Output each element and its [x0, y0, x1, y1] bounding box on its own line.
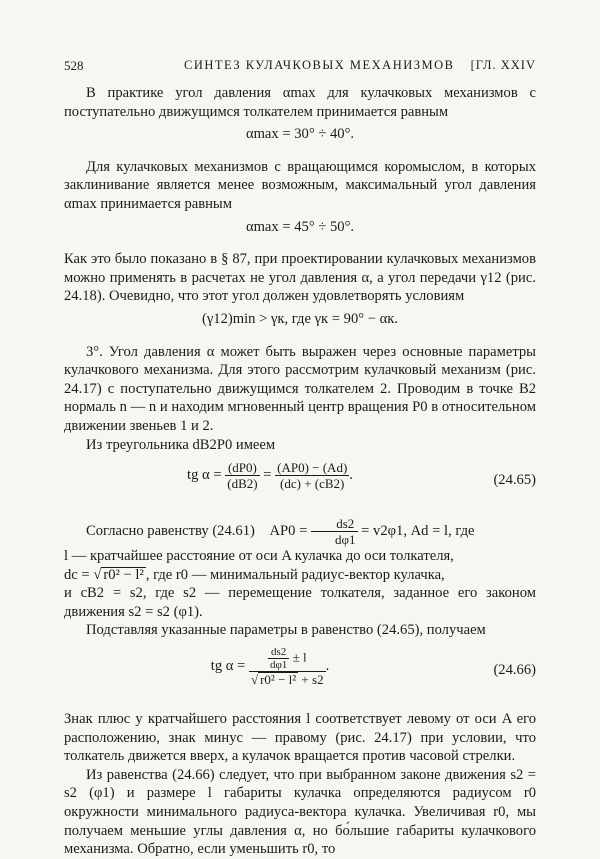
running-title: СИНТЕЗ КУЛАЧКОВЫХ МЕХАНИЗМОВ — [184, 58, 455, 72]
eq65-f1-denominator: (dB2) — [227, 476, 258, 492]
paragraph-6 — [64, 516, 536, 547]
paragraph-1: В практике угол давления αmax для кулачковых механизмов с поступательно движущимся толкателем принимается равным — [64, 85, 536, 120]
eq66-period: . — [325, 657, 330, 674]
eq65-lhs: tg α = — [187, 466, 222, 483]
paragraph-8: Знак плюс у кратчайшего расстояния l соответствует левому от оси A его расположению, знак минус — правому (рис. 24.17) при условии, что толкатель движется вверх, а кулачок вращается против часовой стрелки. — [64, 711, 536, 765]
p6-fraction-denominator: dφ1 — [334, 532, 356, 548]
p6-tail: = v2φ1, Ad = l, где — [361, 522, 475, 539]
paragraph-6-line-3 — [64, 566, 536, 585]
p6-ap: AP0 = — [269, 522, 308, 539]
eq65-period: . — [349, 466, 353, 483]
eq66-plus-s2: + s2 — [301, 672, 324, 688]
paragraph-6-line-2: l — кратчайшее расстояние от оси A кулачка до оси толкателя, — [64, 548, 454, 565]
eq66-inner-fraction — [268, 646, 289, 671]
eq65-fraction-1 — [225, 460, 259, 491]
paragraph-4: 3°. Угол давления α может быть выражен через основные параметры кулачкового механизма. Для этого рассмотрим кулачковый механизм (рис. 24.17) с поступательно движущимся толкателем 2. Проводим в точке B2 нормаль n — n и находим мгновенный центр вращения P0 в относительном движении звеньев 1 и 2. — [64, 343, 536, 434]
p6-sqrt: √ r0² − l² — [93, 566, 144, 583]
eq66-inner-denominator: dφ1 — [269, 659, 288, 672]
eq65-equals: = — [263, 466, 272, 483]
formula-2: αmax = 45° ÷ 50°. — [245, 218, 355, 235]
paragraph-9: Из равенства (24.66) следует, что при выбранном законе движения s2 = s2 (φ1) и размере l габариты кулачка определяются радиусом r0 окружности минимального радиуса-вектора кулачка. Увеличивая r0, мы получаем меньшие углы давления α, но бо́льшие габариты кулачкового механизма. Обратно, если уменьшить r0, то — [64, 766, 536, 858]
p6-dc: dc = — [64, 566, 90, 583]
eq66-radicand: r0² − l² — [260, 672, 297, 688]
eq66-numerator — [249, 646, 326, 672]
paragraph-5: Из треугольника dB2P0 имеем — [86, 436, 276, 453]
eq65-f1-numerator: (dP0) — [225, 460, 259, 476]
formula-1: αmax = 30° ÷ 40°. — [245, 126, 355, 143]
equation-24-66 — [64, 646, 536, 694]
running-header — [64, 58, 536, 76]
eq66-denominator: √ r0² − l² + s2 — [250, 672, 324, 688]
p6-dc-tail: , где r0 — минимальный радиус-вектор кулачка, — [145, 566, 445, 583]
eq66-number: (24.66) — [493, 662, 536, 679]
formula-3: (γ12)min > γк, где γк = 90° − αк. — [201, 310, 399, 327]
p6-lead: Согласно равенству (24.61) — [86, 522, 255, 539]
eq66-plus-minus: ± l — [292, 649, 307, 665]
page-body — [64, 84, 536, 859]
eq65-f2-denominator: (dc) + (cB2) — [280, 476, 345, 492]
eq66-fraction — [249, 646, 326, 687]
p6-fraction-numerator: ds2 — [311, 516, 358, 532]
eq66-inner-numerator: ds2 — [268, 646, 289, 659]
equation-24-65 — [64, 460, 536, 500]
paragraph-6-line-4: и cB2 = s2, где s2 — перемещение толкателя, заданное его законом движения s2 = s2 (φ1). — [64, 585, 536, 620]
chapter-label: [ГЛ. XXIV — [470, 58, 536, 72]
eq65-fraction-2 — [275, 460, 349, 491]
eq66-lhs: tg α = — [210, 657, 246, 674]
p6-radicand: r0² − l² — [103, 566, 144, 583]
paragraph-2: Для кулачковых механизмов с вращающимся коромыслом, в которых заклинивание является менее возможным, максимальный угол давления αmax принимается равным — [64, 158, 536, 212]
eq65-f2-numerator: (AP0) − (Ad) — [277, 460, 348, 476]
p6-fraction — [311, 516, 358, 547]
paragraph-3: Как это было показано в § 87, при проектировании кулачковых механизмов можно применять в расчетах не угол давления α, а угол передачи γ12 (рис. 24.18). Очевидно, что этот угол должен удовлетворять условиям — [64, 251, 536, 305]
paragraph-7: Подставляя указанные параметры в равенство (24.65), получаем — [86, 622, 486, 639]
page-number: 528 — [64, 58, 84, 73]
eq65-number: (24.65) — [493, 472, 536, 489]
